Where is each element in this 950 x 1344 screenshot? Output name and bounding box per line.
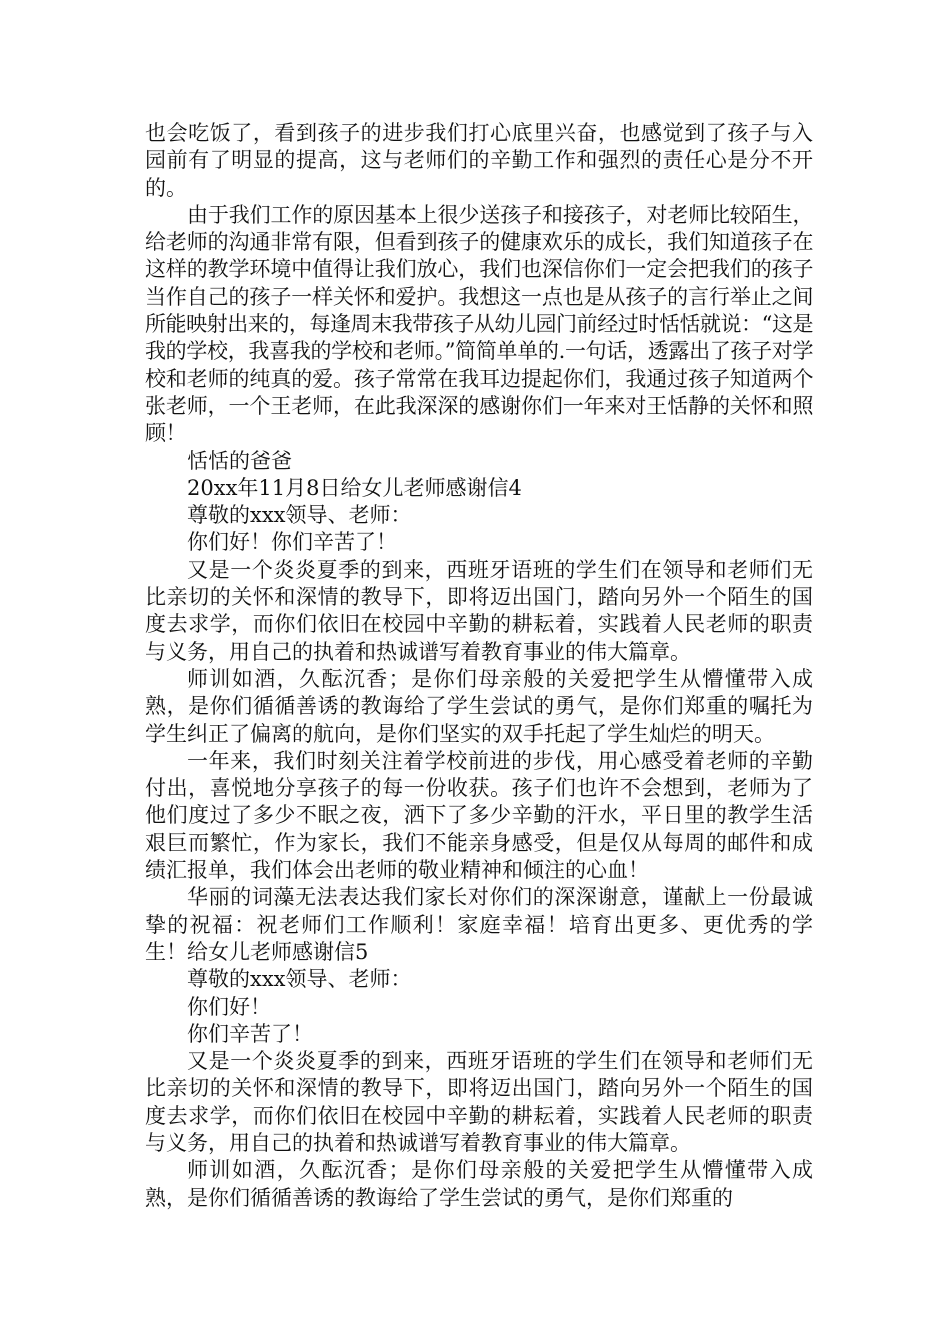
salutation-line: 尊敬的xxx领导、老师： (187, 503, 412, 528)
paragraph-blessing: 华丽的词藻无法表达我们家长对你们的深深谢意，谨献上一份最诚挚的祝福：祝老师们工作顺利！家庭幸福！培育出更多、更优秀的学生！给女儿老师感谢信5 (145, 885, 813, 964)
paragraph-parents-gratitude: 由于我们工作的原因基本上很少送孩子和接孩子，对老师比较陌生，给老师的沟通非常有限，但看到孩子的健康欢乐的成长，我们知道孩子在这样的教学环境中值得让我们放心，我们也深信你们一定会把我们的孩子当作自己的孩子一样关怀和爱护。我想这一点也是从孩子的言行举止之间所能映射出来的，每逢周末我带孩子从幼儿园门前经过时恬恬就说：“这是我的学校，我喜我的学校和老师。”简简单单的.一句话，透露出了孩子对学校和老师的纯真的爱。孩子常常在我耳边提起你们，我通过孩子知道两个张老师，一个王老师，在此我深深的感谢你们一年来对王恬静的关怀和照顾！ (145, 202, 813, 446)
paragraph-continuation: 也会吃饭了，看到孩子的进步我们打心底里兴奋，也感觉到了孩子与入园前有了明显的提高，这与老师们的辛勤工作和强烈的责任心是分不开的。 (145, 121, 813, 200)
paragraph-summer: 又是一个炎炎夏季的到来，西班牙语班的学生们在领导和老师们无比亲切的关怀和深情的教导下，即将迈出国门，踏向另外一个陌生的国度去求学，而你们依旧在校园中辛勤的耕耘着，实践着人民老师的职责与义务，用自己的执着和热诚谱写着教育事业的伟大篇章。 (145, 557, 813, 664)
paragraph-summer-2: 又是一个炎炎夏季的到来，西班牙语班的学生们在领导和老师们无比亲切的关怀和深情的教导下，即将迈出国门，踏向另外一个陌生的国度去求学，而你们依旧在校园中辛勤的耕耘着，实践着人民老师的职责与义务，用自己的执着和热诚谱写着教育事业的伟大篇章。 (145, 1049, 813, 1155)
salutation-line-2: 尊敬的xxx领导、老师： (187, 967, 412, 992)
signature-line: 恬恬的爸爸 (187, 448, 292, 473)
date-title-line: 20xx年11月8日给女儿老师感谢信4 (187, 475, 522, 500)
document-page (145, 120, 813, 1212)
greeting-line: 你们好！你们辛苦了！ (187, 530, 397, 555)
paragraph-year: 一年来，我们时刻关注着学校前进的步伐，用心感受着老师的辛勤付出，喜悦地分享孩子的每一份收获。孩子们也许不会想到，老师为了他们度过了多少不眠之夜，洒下了多少辛勤的汗水，平日里的教学生活艰巨而繁忙，作为家长，我们不能亲身感受，但是仅从每周的邮件和成绩汇报单，我们体会出老师的敬业精神和倾注的心血！ (145, 748, 813, 883)
greeting-line-3: 你们辛苦了！ (187, 1021, 313, 1046)
paragraph-teaching-2: 师训如酒，久酝沉香；是你们母亲般的关爱把学生从懵懂带入成熟，是你们循循善诱的教诲给了学生尝试的勇气，是你们郑重的 (145, 1158, 813, 1210)
paragraph-teaching: 师训如酒，久酝沉香；是你们母亲般的关爱把学生从懵懂带入成熟，是你们循循善诱的教诲给了学生尝试的勇气，是你们郑重的嘱托为学生纠正了偏离的航向，是你们坚实的双手托起了学生灿烂的明天。 (145, 666, 813, 746)
greeting-line-2: 你们好！ (187, 994, 271, 1019)
